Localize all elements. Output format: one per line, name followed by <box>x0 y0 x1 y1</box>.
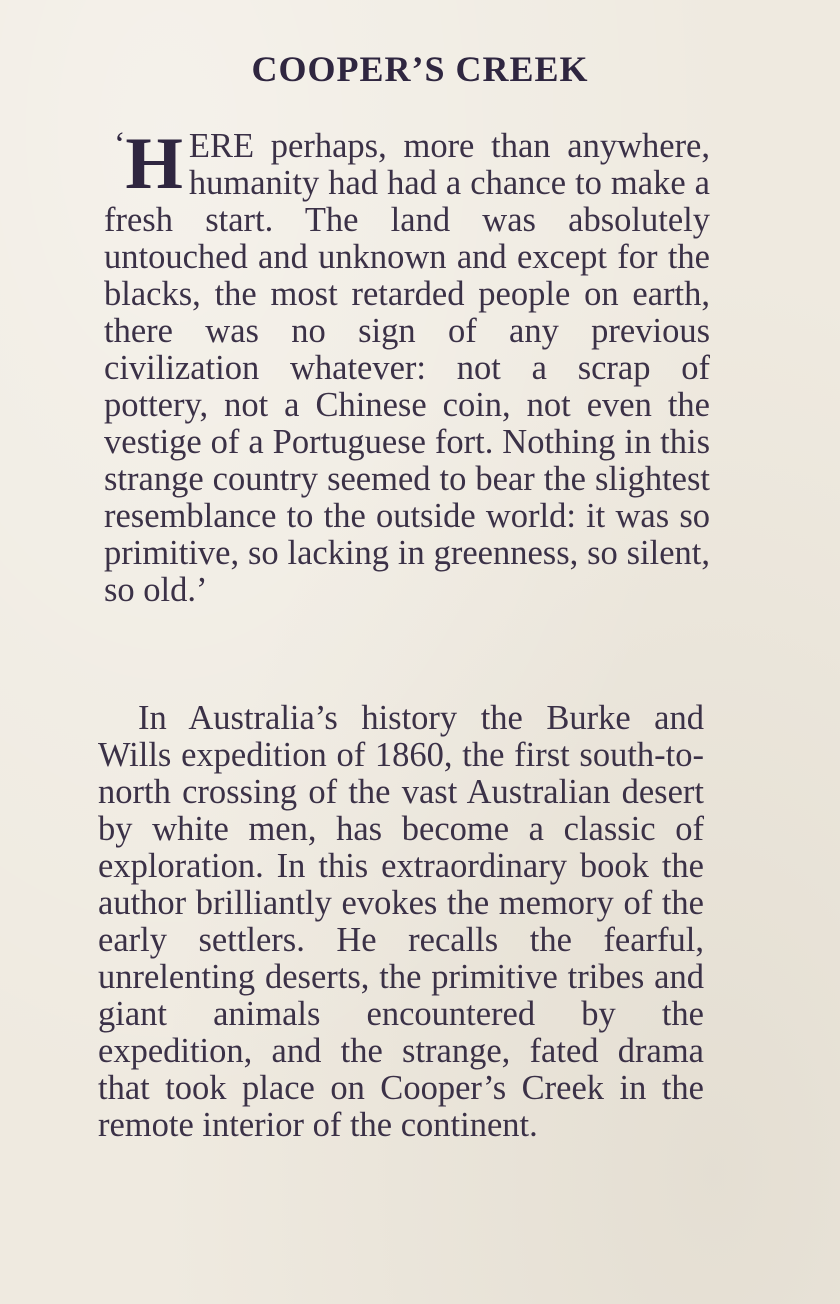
opening-quote-mark: ‘ <box>114 126 126 163</box>
quote-text: ERE perhaps, more than anywhere, humanity had had a chance to make a fresh start. The land was absolutely untouched and unknown and except for the blacks, the most retarded people on earth, there was no sign of any previous civilization whatever: not a scrap of pottery, not a Chinese coin, not even the vestige of a Portuguese fort. Nothing in this strange country seemed to bear the slightest resemblance to the outside world: it was so primitive, so lacking in greenness, so silent, so old.’ <box>104 127 710 609</box>
page-title: COOPER’S CREEK <box>251 49 589 89</box>
opening-quote <box>104 123 710 609</box>
dropcap-letter: H <box>125 123 183 205</box>
book-summary: In Australia’s history the Burke and Wills expedition of 1860, the first south-to-north crossing of the vast Australian desert by white men, has become a classic of exploration. In this extraordinary book the author brilliantly evokes the memory of the early settlers. He recalls the fearful, unrelenting deserts, the primitive tribes and giant animals encountered by the expedition, and the strange, fated drama that took place on Cooper’s Creek in the remote interior of the continent. <box>98 699 704 1144</box>
